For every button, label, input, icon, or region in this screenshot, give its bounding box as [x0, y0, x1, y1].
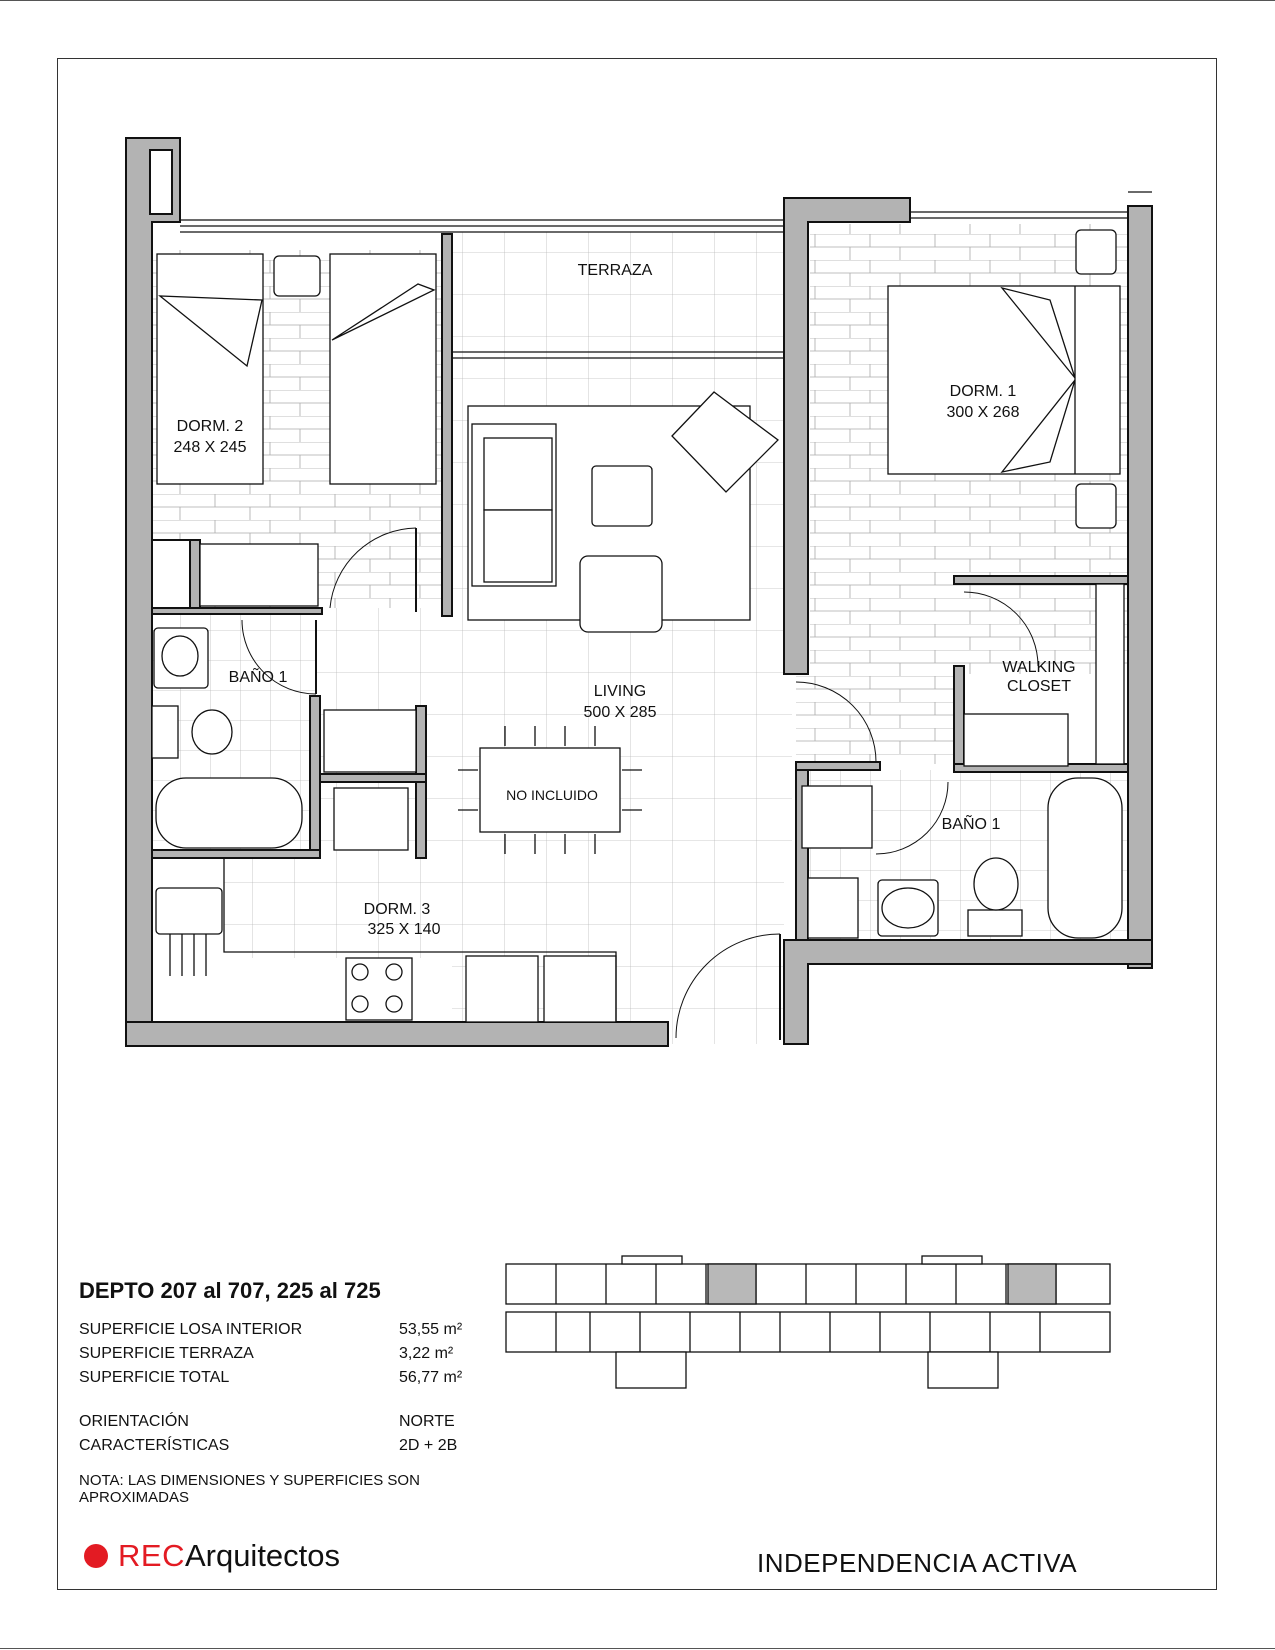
info-value: 2D + 2B	[399, 1437, 458, 1454]
project-name: INDEPENDENCIA ACTIVA	[757, 1548, 1078, 1578]
info-value: 53,55 m²	[399, 1321, 463, 1338]
label-bano-left: BAÑO 1	[228, 669, 288, 686]
keyplan-highlight-unit-1	[708, 1264, 756, 1304]
info-label: SUPERFICIE LOSA INTERIOR	[79, 1321, 303, 1338]
red-dot-icon	[84, 1544, 108, 1568]
label-dorm3-name: DORM. 3	[363, 901, 431, 918]
label-bano-right: BAÑO 1	[941, 816, 1001, 833]
info-label: CARACTERÍSTICAS	[79, 1437, 230, 1454]
dimensions-note: NOTA: LAS DIMENSIONES Y SUPERFICIES SON APROXIMADAS	[79, 1472, 420, 1506]
spacer	[79, 1390, 519, 1410]
key-plan	[506, 1256, 1110, 1388]
label-dorm1-dim: 300 X 268	[946, 404, 1020, 421]
info-row	[79, 1366, 519, 1390]
label-walking: WALKING	[1002, 659, 1076, 676]
info-value: 56,77 m²	[399, 1369, 463, 1386]
label-living-name: LIVING	[593, 683, 647, 700]
unit-info-panel	[79, 1278, 519, 1506]
living-furniture	[468, 392, 778, 632]
info-row	[79, 1342, 519, 1366]
info-value: NORTE	[399, 1413, 455, 1430]
label-dorm1-name: DORM. 1	[949, 383, 1017, 400]
logo-rec-text: REC	[118, 1538, 185, 1573]
info-row	[79, 1318, 519, 1342]
info-label: SUPERFICIE TOTAL	[79, 1369, 230, 1386]
info-label: ORIENTACIÓN	[79, 1413, 189, 1430]
unit-title: DEPTO 207 al 707, 225 al 725	[79, 1278, 381, 1303]
label-terraza: TERRAZA	[577, 262, 653, 279]
label-living-dim: 500 X 285	[583, 704, 657, 721]
info-label: SUPERFICIE TERRAZA	[79, 1345, 254, 1362]
info-value: 3,22 m²	[399, 1345, 454, 1362]
logo-arquitectos-text: Arquitectos	[184, 1538, 341, 1573]
label-dorm2-dim: 248 X 245	[173, 439, 247, 456]
info-row	[79, 1410, 519, 1434]
label-closet: CLOSET	[1006, 678, 1072, 695]
label-dorm3-dim: 325 X 140	[367, 921, 441, 938]
info-row	[79, 1434, 519, 1458]
rec-arquitectos-logo	[84, 1538, 340, 1574]
keyplan-highlight-unit-2	[1008, 1264, 1056, 1304]
label-dorm2-name: DORM. 2	[176, 418, 244, 435]
label-table-not-included: NO INCLUIDO	[506, 787, 598, 803]
